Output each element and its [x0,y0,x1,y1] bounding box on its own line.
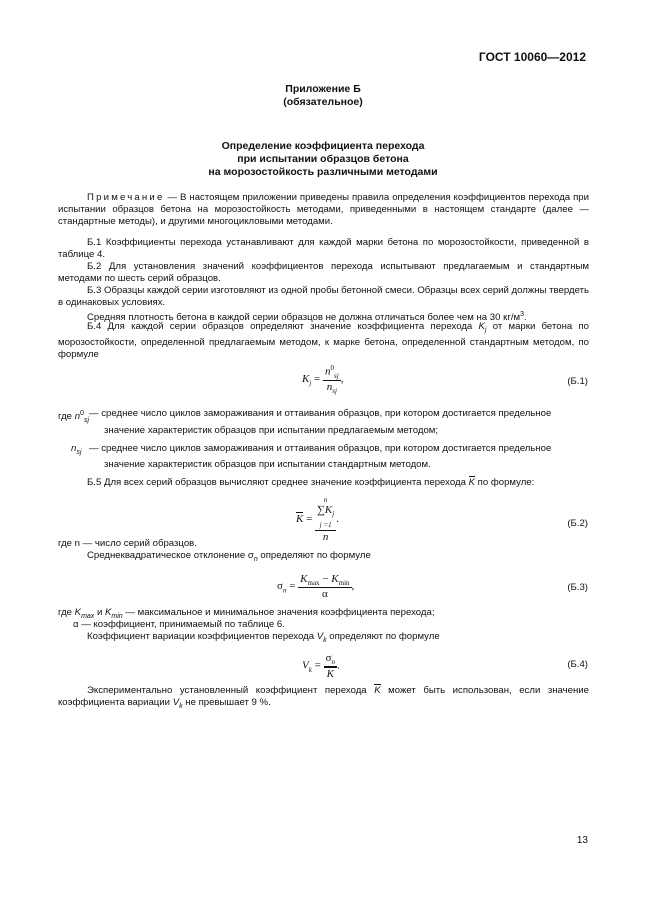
paragraph-b4: Б.4 Для каждой серии образцов определяют значение коэффициента перехода $K_j$ от марки бетона по морозостойкости, определенной предлагаемым методом, к марке бетона, определенной стандартным методом, по формуле [58,321,589,360]
formula-number-b4: (Б.4) [567,659,588,670]
definition-nsj: $n_{sj}$ [71,443,82,456]
heading-line-3: на морозостойкость различными методами [208,166,438,178]
definition-n0sj-line2: значение характеристик образцов при испытании предлагаемым методом; [104,425,439,436]
paragraph-b1: Б.1 Коэффициенты перехода устанавливают для каждой марки бетона по морозостойкости, приведенной в таблице 4. [58,237,589,260]
standard-code: ГОСТ 10060—2012 [478,50,586,64]
definition-n: где n — число серий образцов. [58,538,197,549]
page-number: 13 [576,835,588,846]
definition-nsj-line2: значение характеристик образцов при испытании стандартным методом. [104,459,431,470]
definition-kmax-kmin: где $K_{max}$ и $K_{min}$ — максимальное и минимальное значения коэффициента перехода; [58,607,435,620]
definition-n0sj-line1: — среднее число циклов замораживания и оттаивания образцов, при котором достигается предельное [89,408,552,419]
note-label: Примечание [87,192,165,203]
formula-number-b2: (Б.2) [567,518,588,529]
paragraph-sigma-intro: Среднеквадратическое отклонение $\sigma_n$ определяют по формуле [87,550,371,563]
symbol-k: K [478,321,485,332]
formula-b4: $V_k$ = $\frac{\sigma_n}{K}$ . [302,652,340,681]
formula-b3: $\sigma_n$ = $\frac{K_{max} - K_{min}}{\alpha}$ , [277,573,355,601]
paragraph-vk-intro: Коэффициент вариации коэффициентов перехода $V_k$ определяют по формуле [87,631,440,644]
definition-alpha: α — коэффициент, принимаемый по таблице 6. [73,619,285,630]
symbol-k-bar: K [468,477,475,488]
paragraph-b2: Б.2 Для установления значений коэффициентов перехода испытывают предлагаемым и стандартным методами по шесть серий образцов. [58,261,589,284]
appendix-subtitle: (обязательное) [283,96,363,108]
note-paragraph [58,192,589,228]
paragraph-density: Средняя плотность бетона в каждой серии образцов не должна отличаться более чем на 30 $кг/м^3$. [87,311,527,324]
heading-line-2: при испытании образцов бетона [237,153,409,165]
formula-number-b3: (Б.3) [567,582,588,593]
paragraph-final: Экспериментально установленный коэффициент перехода K может быть использован, если значение коэффициента вариации $V_k$ не превышает 9 %. [58,685,589,710]
note-text: — В настоящем приложении приведены правила определения коэффициентов перехода при испытании образцов бетона на морозостойкость методами, приведенными в настоящем стандарте (далее — стандартные методы), и другими многоцикловыми методами. [58,192,589,227]
formula-number-b1: (Б.1) [567,376,588,387]
appendix-title: Приложение Б [285,83,361,95]
formula-b1: $K_j$ = $\frac{n^0_{sj}}{n_{sj}}$ , [302,364,344,396]
fraction-b4: $\frac{\sigma_n}{K}$ [325,652,335,681]
definition-nsj-line1: — среднее число циклов замораживания и оттаивания образцов, при котором достигается предельное [89,443,552,454]
fraction-b3: $\frac{K_{max} - K_{min}}{\alpha}$ [300,573,350,601]
paragraph-b5: Б.5 Для всех серий образцов вычисляют среднее значение коэффициента перехода K по формуле: [87,477,535,488]
formula-b2: K = n $\sum K_j$ j =1 n . [296,496,339,544]
heading-line-1: Определение коэффициента перехода [221,140,425,152]
definition-n0sj: где $n^0_{sj}$ [58,410,89,425]
fraction-b2: n $\sum K_j$ j =1 n [317,496,335,544]
fraction-b1: $\frac{n^0_{sj}}{n_{sj}}$ [325,364,339,396]
paragraph-b3: Б.3 Образцы каждой серии изготовляют из одной пробы бетонной смеси. Образцы всех серий должны твердеть в одинаковых условиях. [58,285,589,308]
